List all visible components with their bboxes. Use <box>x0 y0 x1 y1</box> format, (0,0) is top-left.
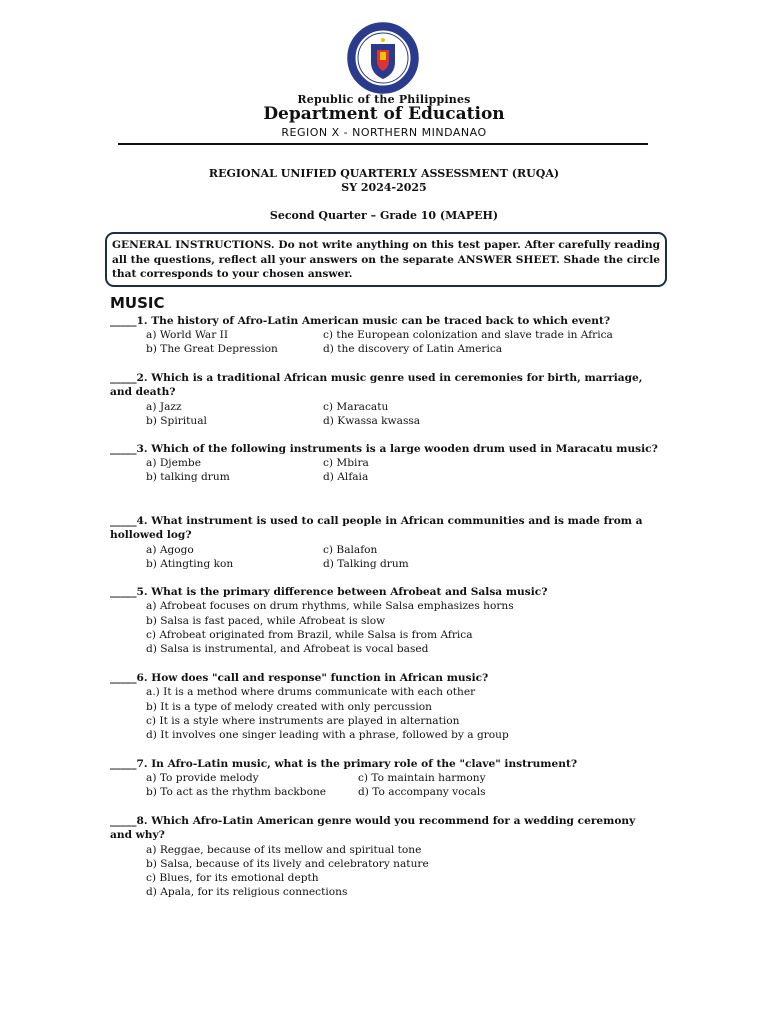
option: a) Agogo <box>146 543 194 556</box>
question-7 <box>110 757 658 800</box>
question-4 <box>110 514 658 572</box>
option: b) Salsa is fast paced, while Afrobeat is slow <box>146 614 386 627</box>
question-stem: _____8. Which Afro-Latin American genre would you recommend for a wedding ceremony and why? <box>110 815 636 842</box>
question-options <box>110 543 658 572</box>
quarter-grade: Second Quarter – Grade 10 (MAPEH) <box>269 209 499 222</box>
option: c) Afrobeat originated from Brazil, while Salsa is from Africa <box>146 628 473 641</box>
deped-seal-logo <box>347 22 419 94</box>
question-options <box>110 456 658 485</box>
question-stem: _____3. Which of the following instruments is a large wooden drum used in Maracatu music? <box>110 443 658 455</box>
department-title: Department of Education <box>263 104 505 124</box>
option: c) To maintain harmony <box>358 772 486 785</box>
question-5 <box>110 585 658 656</box>
question-3 <box>110 442 658 485</box>
option: c) the European colonization and slave trade in Africa <box>323 329 613 342</box>
option: b) It is a type of melody created with only percussion <box>146 700 432 713</box>
option: b) Salsa, because of its lively and celebratory nature <box>146 857 429 870</box>
section-heading: MUSIC <box>110 294 165 312</box>
option: b) The Great Depression <box>146 343 278 356</box>
option: d) Talking drum <box>323 557 409 570</box>
question-options <box>110 843 658 900</box>
option: a) Djembe <box>146 457 201 470</box>
option: d) It involves one singer leading with a phrase, followed by a group <box>146 729 509 742</box>
school-year: SY 2024-2025 <box>341 181 427 194</box>
region-label: REGION X - NORTHERN MINDANAO <box>281 126 487 139</box>
question-8 <box>110 814 658 900</box>
question-6 <box>110 671 658 742</box>
option: b) Atingting kon <box>146 557 234 570</box>
option: a.) It is a method where drums communicate with each other <box>146 686 476 699</box>
question-stem: _____2. Which is a traditional African music genre used in ceremonies for birth, marriage, and death? <box>110 372 643 399</box>
option: a) To provide melody <box>146 772 259 785</box>
option: a) Jazz <box>146 400 182 413</box>
question-options <box>110 771 658 800</box>
option: d) Apala, for its religious connections <box>146 886 348 899</box>
general-instructions-box: GENERAL INSTRUCTIONS. Do not write anything on this test paper. After carefully reading all the questions, reflect all your answers on the separate ANSWER SHEET. Shade the circle that corresponds to your chosen answer. <box>105 232 667 287</box>
option: c) Mbira <box>323 457 369 470</box>
question-options <box>110 599 658 656</box>
option: b) Spiritual <box>146 414 207 427</box>
question-1 <box>110 314 658 357</box>
question-stem: _____5. What is the primary difference between Afrobeat and Salsa music? <box>110 586 548 598</box>
assessment-title: REGIONAL UNIFIED QUARTERLY ASSESSMENT (RUQA) <box>208 167 560 180</box>
option: a) World War II <box>146 329 229 342</box>
option: d) Alfaia <box>323 471 369 484</box>
header-divider <box>118 143 648 145</box>
option: c) Blues, for its emotional depth <box>146 872 319 885</box>
question-options <box>110 685 658 742</box>
option: a) Afrobeat focuses on drum rhythms, while Salsa emphasizes horns <box>146 600 514 613</box>
option: d) To accompany vocals <box>358 786 486 799</box>
option: d) Kwassa kwassa <box>323 414 421 427</box>
option: c) Balafon <box>323 543 378 556</box>
option: c) Maracatu <box>323 400 389 413</box>
option: b) talking drum <box>146 471 230 484</box>
option: d) Salsa is instrumental, and Afrobeat is vocal based <box>146 643 429 656</box>
option: a) Reggae, because of its mellow and spiritual tone <box>146 843 422 856</box>
question-2 <box>110 371 658 429</box>
option: c) It is a style where instruments are played in alternation <box>146 714 460 727</box>
question-stem: _____1. The history of Afro-Latin American music can be traced back to which event? <box>110 315 611 327</box>
question-stem: _____7. In Afro-Latin music, what is the primary role of the "clave" instrument? <box>110 758 578 770</box>
option: d) the discovery of Latin America <box>323 343 503 356</box>
question-stem: _____4. What instrument is used to call people in African communities and is made from a hollowed log? <box>110 515 643 542</box>
question-stem: _____6. How does "call and response" function in African music? <box>110 672 489 684</box>
question-options <box>110 328 658 357</box>
republic-label: Republic of the Philippines <box>297 93 471 106</box>
question-options <box>110 400 658 429</box>
option: b) To act as the rhythm backbone <box>146 786 327 799</box>
